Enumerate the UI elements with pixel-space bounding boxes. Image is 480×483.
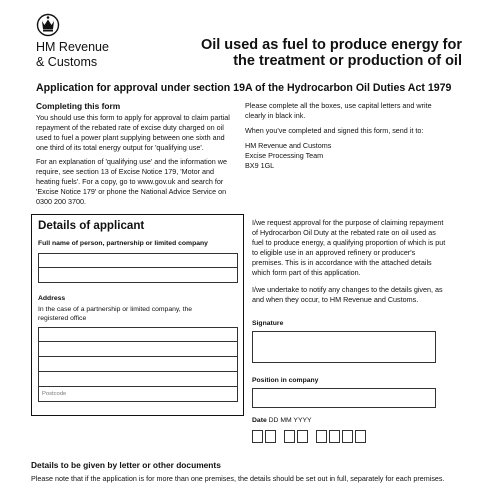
- address-line-1: HM Revenue and Customs: [245, 141, 332, 150]
- royal-crest-icon: [36, 12, 60, 38]
- details-of-applicant-box: [31, 214, 244, 416]
- date-day: [252, 430, 278, 443]
- date-format-hint: DD MM YYYY: [268, 417, 312, 424]
- full-name-field-2[interactable]: [38, 268, 238, 283]
- signature-label: Signature: [252, 320, 284, 327]
- full-name-label: Full name of person, partnership or limited company: [38, 240, 208, 247]
- details-title: Details of applicant: [38, 219, 145, 232]
- date-input: [252, 430, 374, 443]
- date-digit-box[interactable]: [342, 430, 353, 443]
- declaration-paragraph-2: I/we undertake to notify any changes to the details given, as and when they occur, to HM Revenue and Customs.: [252, 285, 443, 304]
- hmrc-logo: [36, 12, 109, 69]
- intro-right: [245, 101, 451, 171]
- details-by-letter-text: Please note that if the application is for more than one premises, the details should be set out in full, separately for each premises.: [31, 474, 445, 483]
- intro-paragraph-1: You should use this form to apply for approval to claim partial repayment of the rebated rate of excise duty charged on oil used to fuel a power plant supplying between one sixth and one third of its total energy output for 'qualifying use'.: [36, 113, 230, 152]
- postcode-field[interactable]: [38, 387, 238, 402]
- address-line-2: Excise Processing Team: [245, 151, 324, 160]
- intro-heading: Completing this form: [36, 101, 121, 111]
- logo-line1: HM Revenue: [36, 40, 109, 54]
- address-hint: In the case of a partnership or limited company, the registered office: [38, 306, 193, 322]
- date-digit-box[interactable]: [355, 430, 366, 443]
- date-label: Date: [252, 417, 267, 424]
- date-digit-box[interactable]: [265, 430, 276, 443]
- postcode-label: Postcode: [42, 391, 67, 397]
- logo-text: [36, 40, 156, 70]
- date-digit-box[interactable]: [252, 430, 263, 443]
- address-field-2[interactable]: [38, 342, 238, 357]
- form-subtitle: Application for approval under section 19A of the Hydrocarbon Oil Duties Act 1979: [36, 82, 452, 94]
- form-title-line2: the treatment or production of oil: [233, 53, 462, 69]
- position-label: Position in company: [252, 377, 319, 384]
- declaration-paragraph-1: I/we request approval for the purpose of claiming repayment of Hydrocarbon Oil Duty at the rebated rate on oil used as fuel to produce energy, a qualifying proportion of which is put to eligible use in an approved refinery or producer's premises. This is in accordance with the attached details which form part of this application.: [252, 218, 446, 277]
- address-field-1[interactable]: [38, 327, 238, 342]
- form-title-line1: Oil used as fuel to produce energy for: [200, 37, 462, 53]
- send-to-text: When you've completed and signed this form, send it to:: [245, 126, 424, 135]
- date-digit-box[interactable]: [329, 430, 340, 443]
- address-line-3: BX9 1GL: [245, 161, 275, 170]
- intro-paragraph-2: For an explanation of 'qualifying use' and the information we require, see section 13 of Excise Notice 179, 'Motor and heating fuels'. For a copy, go to www.gov.uk and search for 'Excise Notice 179' or phone the National Advice Service on 0300 200 3700.: [36, 157, 227, 206]
- logo-line2: & Customs: [36, 55, 98, 69]
- date-month: [284, 430, 310, 443]
- address-label: Address: [38, 295, 66, 302]
- form-title: [162, 37, 462, 69]
- instructions-text: Please complete all the boxes, use capital letters and write clearly in black ink.: [245, 101, 432, 120]
- intro-left: [36, 101, 232, 211]
- date-digit-box[interactable]: [297, 430, 308, 443]
- date-digit-box[interactable]: [284, 430, 295, 443]
- full-name-field-1[interactable]: [38, 253, 238, 268]
- date-label-row: [252, 417, 312, 424]
- address-field-4[interactable]: [38, 372, 238, 387]
- position-field[interactable]: [252, 388, 436, 408]
- signature-field[interactable]: [252, 331, 436, 363]
- date-digit-box[interactable]: [316, 430, 327, 443]
- details-by-letter-heading: Details to be given by letter or other documents: [31, 460, 221, 470]
- address-field-3[interactable]: [38, 357, 238, 372]
- date-year: [316, 430, 368, 443]
